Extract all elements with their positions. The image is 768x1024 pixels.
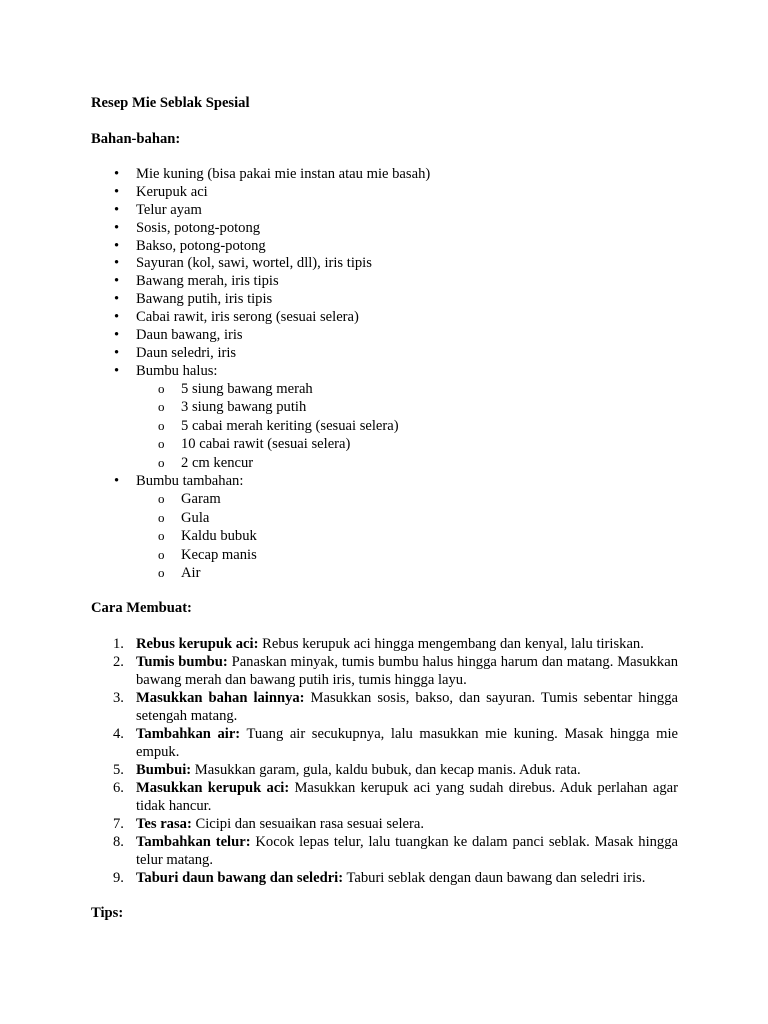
- bullet-mark: •: [114, 362, 120, 379]
- sub-bullet-mark: o: [158, 509, 165, 525]
- sub-bullet-mark: o: [158, 565, 165, 581]
- step-number: 7.: [113, 816, 124, 832]
- step-item: [91, 725, 678, 761]
- sub-ingredient-item: [136, 546, 678, 565]
- sub-ingredient-item: [136, 527, 678, 546]
- ingredient-item: [91, 326, 678, 344]
- step-body: Kocok lepas telur, lalu tuangkan ke dalam panci seblak. Masak hingga telur matang.: [136, 834, 678, 868]
- ingredient-item: [91, 219, 678, 237]
- step-number: 6.: [113, 780, 124, 796]
- sub-ingredient-text: 5 siung bawang merah: [181, 380, 313, 397]
- ingredient-item: [91, 272, 678, 290]
- step-number: 1.: [113, 636, 124, 652]
- sub-bullet-mark: o: [158, 528, 165, 544]
- bullet-mark: •: [114, 273, 120, 290]
- sub-ingredient-text: 3 siung bawang putih: [181, 399, 307, 416]
- step-heading: Tambahkan air:: [136, 726, 241, 742]
- step-body: Masukkan kerupuk aci yang sudah direbus. Aduk perlahan agar tidak hancur.: [136, 780, 678, 814]
- sub-bullet-mark: o: [158, 380, 165, 396]
- ingredient-text: Bawang merah, iris tipis: [136, 273, 279, 290]
- ingredient-text: Sayuran (kol, sawi, wortel, dll), iris tipis: [136, 255, 372, 272]
- bullet-mark: •: [114, 291, 120, 308]
- sub-bullet-mark: o: [158, 454, 165, 470]
- ingredient-text: Mie kuning (bisa pakai mie instan atau mie basah): [136, 166, 431, 182]
- sub-ingredient-item: [136, 435, 678, 454]
- ingredients-heading: Bahan-bahan:: [91, 131, 181, 147]
- sub-ingredient-item: [136, 417, 678, 436]
- ingredient-text: Daun bawang, iris: [136, 327, 243, 344]
- sub-bullet-mark: o: [158, 399, 165, 415]
- step-item: [91, 653, 678, 689]
- sub-ingredient-item: [136, 380, 678, 399]
- step-body: Cicipi dan sesuaikan rasa sesuai selera.: [191, 816, 425, 832]
- ingredient-item: [91, 290, 678, 308]
- ingredient-item: [91, 344, 678, 362]
- step-item: [91, 833, 678, 869]
- step-number: 3.: [113, 690, 124, 706]
- ingredient-text: Kerupuk aci: [136, 183, 208, 200]
- step-item: [91, 761, 678, 779]
- ingredient-item: [91, 308, 678, 326]
- sub-ingredient-text: Kaldu bubuk: [181, 528, 257, 545]
- step-body: Panaskan minyak, tumis bumbu halus hingga harum dan matang. Masukkan bawang merah dan bawang putih iris, tumis hingga layu.: [136, 654, 679, 688]
- recipe-title: Resep Mie Seblak Spesial: [91, 95, 250, 111]
- tips-heading: Tips:: [91, 905, 124, 921]
- sub-ingredient-text: 2 cm kencur: [181, 454, 254, 471]
- step-heading: Masukkan kerupuk aci:: [136, 780, 290, 796]
- bullet-mark: •: [114, 219, 120, 236]
- step-body: Masukkan sosis, bakso, dan sayuran. Tumis sebentar hingga setengah matang.: [136, 690, 678, 724]
- step-number: 4.: [113, 726, 124, 742]
- ingredient-item: [91, 165, 678, 183]
- ingredient-item: [91, 254, 678, 272]
- ingredient-text: Bakso, potong-potong: [136, 237, 266, 254]
- sub-ingredient-text: Gula: [181, 509, 210, 526]
- step-number: 5.: [113, 762, 124, 778]
- ingredient-text: Telur ayam: [136, 201, 202, 218]
- bullet-mark: •: [114, 473, 120, 490]
- step-body: Taburi seblak dengan daun bawang dan seledri iris.: [343, 870, 646, 886]
- step-heading: Tumis bumbu:: [136, 654, 228, 670]
- bullet-mark: •: [114, 183, 120, 200]
- step-number: 8.: [113, 834, 124, 850]
- steps-heading: Cara Membuat:: [91, 600, 192, 616]
- ingredient-text: Bumbu tambahan:: [136, 473, 244, 490]
- bullet-mark: •: [114, 166, 120, 182]
- bullet-mark: •: [114, 344, 120, 361]
- step-heading: Taburi daun bawang dan seledri:: [136, 870, 344, 886]
- bullet-mark: •: [114, 327, 120, 344]
- step-number: 2.: [113, 654, 124, 670]
- sub-ingredient-text: 10 cabai rawit (sesuai selera): [181, 436, 351, 453]
- step-body: Rebus kerupuk aci hingga mengembang dan kenyal, lalu tiriskan.: [258, 636, 644, 652]
- sub-bullet-mark: o: [158, 491, 165, 507]
- step-item: [91, 869, 678, 887]
- sub-ingredient-text: Kecap manis: [181, 546, 257, 563]
- step-body: Masukkan garam, gula, kaldu bubuk, dan kecap manis. Aduk rata.: [191, 762, 581, 778]
- ingredient-item: [91, 472, 678, 583]
- bullet-mark: •: [114, 201, 120, 218]
- ingredient-text: Bumbu halus:: [136, 362, 218, 379]
- bullet-mark: •: [114, 237, 120, 254]
- step-item: [91, 815, 678, 833]
- sub-ingredient-item: [136, 490, 678, 509]
- ingredient-text: Sosis, potong-potong: [136, 219, 261, 236]
- sub-ingredients-list: [136, 380, 678, 473]
- steps-list: [91, 635, 678, 887]
- sub-ingredient-item: [136, 398, 678, 417]
- step-heading: Rebus kerupuk aci:: [136, 636, 259, 652]
- sub-bullet-mark: o: [158, 436, 165, 452]
- step-item: [91, 779, 678, 815]
- sub-ingredient-text: Garam: [181, 491, 221, 508]
- bullet-mark: •: [114, 309, 120, 326]
- step-item: [91, 635, 678, 653]
- ingredient-item: [91, 183, 678, 201]
- sub-ingredient-text: 5 cabai merah keriting (sesuai selera): [181, 417, 399, 434]
- sub-bullet-mark: o: [158, 546, 165, 562]
- ingredient-text: Cabai rawit, iris serong (sesuai selera): [136, 309, 359, 326]
- sub-ingredient-item: [136, 454, 678, 473]
- sub-ingredient-item: [136, 564, 678, 583]
- bullet-mark: •: [114, 255, 120, 272]
- ingredient-item: [91, 362, 678, 473]
- step-heading: Tambahkan telur:: [136, 834, 251, 850]
- sub-ingredient-item: [136, 509, 678, 528]
- ingredient-text: Daun seledri, iris: [136, 344, 237, 361]
- sub-ingredient-text: Air: [181, 565, 201, 582]
- ingredient-item: [91, 237, 678, 255]
- ingredients-list: [91, 165, 678, 583]
- step-number: 9.: [113, 870, 124, 886]
- ingredient-item: [91, 201, 678, 219]
- step-heading: Tes rasa:: [136, 816, 192, 832]
- ingredient-text: Bawang putih, iris tipis: [136, 291, 273, 308]
- sub-bullet-mark: o: [158, 417, 165, 433]
- step-heading: Bumbui:: [136, 762, 192, 778]
- step-heading: Masukkan bahan lainnya:: [136, 690, 305, 706]
- step-item: [91, 689, 678, 725]
- sub-ingredients-list: [136, 490, 678, 583]
- step-body: Tuang air secukupnya, lalu masukkan mie kuning. Masak hingga mie empuk.: [136, 726, 678, 760]
